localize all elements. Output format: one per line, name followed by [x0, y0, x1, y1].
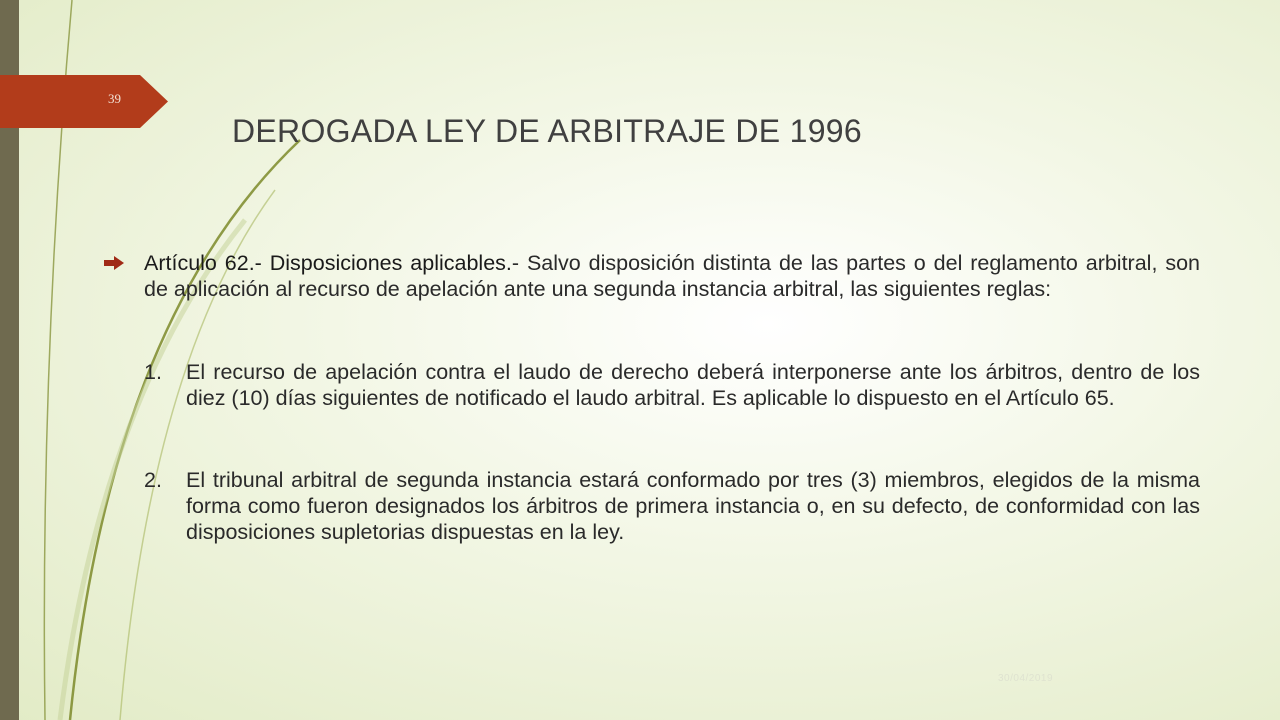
right-arrow-icon	[104, 256, 124, 270]
list-item	[144, 359, 1200, 411]
slide-date: 30/04/2019	[998, 673, 1054, 684]
slide-title: DEROGADA LEY DE ARBITRAJE DE 1996	[232, 113, 862, 149]
slide-number-tab	[0, 75, 168, 128]
slide-number: 39	[108, 91, 121, 106]
list-item-number: 2.	[144, 468, 162, 492]
list-item-text: El tribunal arbitral de segunda instancia estará conformado por tres (3) miembros, elegidos de la misma forma como fueron designados los árbitros de primera instancia o, en su defecto, de conformidad con las disposiciones supletorias dispuestas en la ley.	[186, 468, 1200, 544]
list-item-number: 1.	[144, 360, 162, 384]
slide-body	[100, 250, 1200, 545]
rules-list	[100, 359, 1200, 545]
article-text: - Salvo disposición distinta de las partes o del reglamento arbitral, son de aplicación al recurso de apelación ante una segunda instancia arbitral, las siguientes reglas:	[144, 251, 1200, 301]
article-heading: Artículo 62.- Disposiciones aplicables.	[144, 251, 512, 275]
article-bullet	[100, 250, 1200, 302]
list-item-text: El recurso de apelación contra el laudo de derecho deberá interponerse ante los árbitros, dentro de los diez (10) días siguientes de notificado el laudo arbitral. Es aplicable lo dispuesto en el Artículo 65.	[186, 360, 1200, 410]
list-item	[144, 467, 1200, 545]
